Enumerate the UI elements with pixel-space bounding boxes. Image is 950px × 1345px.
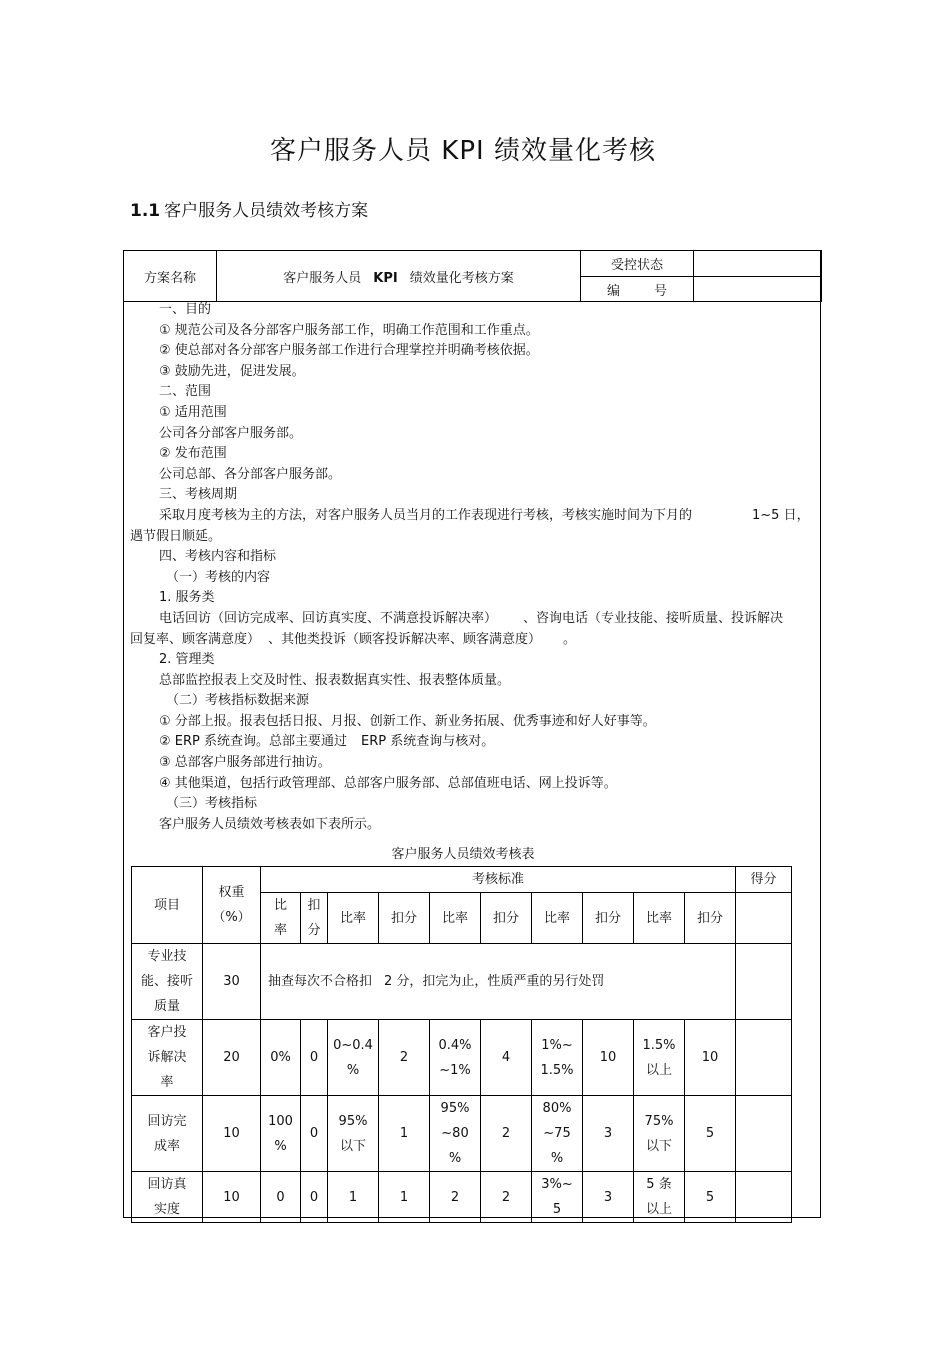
cell	[634, 1020, 685, 1096]
body-line: 总部监控报表上交及时性、报表数据真实性、报表整体质量。	[159, 672, 511, 688]
body-line: 2. 管理类	[159, 652, 215, 668]
number-label	[581, 277, 694, 302]
header-deduct-line: 扣	[307, 898, 321, 913]
plan-header-table	[123, 250, 822, 302]
header-standard: 考核标准	[261, 867, 736, 893]
table-caption: 客户服务人员绩效考核表	[391, 847, 535, 862]
row-item	[132, 1020, 203, 1096]
header-ratio: 比率	[634, 893, 685, 944]
cell: 1	[379, 1172, 430, 1223]
cell-line: %	[274, 1138, 287, 1154]
cell	[532, 1020, 583, 1096]
row-item-line: 回访真	[147, 1177, 187, 1192]
score-cell	[736, 893, 792, 944]
body-line-part: ② ERP 系统查询。总部主要通过	[159, 734, 348, 750]
row-item-line: 客户投	[147, 1025, 187, 1040]
body-line: 二、范围	[159, 384, 212, 400]
cell: 2	[379, 1020, 430, 1096]
body-line: 公司各分部客户服务部。	[159, 425, 303, 441]
row-rule-part: 抽查每次不合格扣	[268, 974, 373, 989]
cell-line: 95%	[440, 1101, 470, 1116]
row-item	[132, 1096, 203, 1172]
cell: 0%	[261, 1020, 301, 1096]
header-deduct: 扣分	[685, 893, 736, 944]
plan-name-value	[217, 251, 581, 302]
score-cell	[736, 1172, 792, 1223]
cell-line: 以下	[645, 1138, 672, 1154]
cell	[634, 1096, 685, 1172]
body-line: ① 规范公司及各分部客户服务部工作，明确工作范围和工作重点。	[159, 322, 539, 338]
row-item-line: 能、接听	[140, 974, 193, 989]
row-weight: 10	[203, 1096, 261, 1172]
cell	[430, 1020, 481, 1096]
body-line	[130, 506, 810, 527]
cell-line: 1.5%	[540, 1062, 574, 1078]
row-item-line: 率	[160, 1075, 174, 1090]
row-item-line: 实度	[153, 1202, 180, 1217]
cell: 0	[301, 1020, 328, 1096]
cell-line: 以上	[645, 1202, 672, 1217]
body-line: 客户服务人员绩效考核表如下表所示。	[159, 816, 381, 832]
row-weight: 30	[203, 944, 261, 1020]
cell: 10	[685, 1020, 736, 1096]
body-line: ① 分部上报。报表包括日报、月报、创新工作、新业务拓展、优秀事迹和好人好事等。	[159, 713, 656, 729]
cell: 4	[481, 1020, 532, 1096]
body-line-part: 。	[563, 631, 577, 647]
score-cell	[736, 944, 792, 1020]
cell-line: ~80	[441, 1126, 469, 1141]
number-value	[694, 277, 822, 302]
cell: 5	[685, 1096, 736, 1172]
cell-line: 100	[268, 1113, 293, 1129]
cell: 2	[430, 1172, 481, 1223]
row-weight: 20	[203, 1020, 261, 1096]
header-deduct: 扣分	[379, 893, 430, 944]
cell	[634, 1172, 685, 1223]
plan-body	[130, 300, 810, 835]
cell-line: 3%~	[541, 1177, 573, 1192]
cell-line: %	[550, 1151, 564, 1166]
header-ratio: 比率	[430, 893, 481, 944]
body-line: ③ 总部客户服务部进行抽访。	[159, 755, 331, 771]
row-item-line: 诉解决	[147, 1050, 187, 1065]
cell-line: 5	[552, 1202, 562, 1217]
row-item-line: 回访完	[147, 1113, 187, 1129]
section-heading	[130, 196, 368, 221]
header-ratio	[261, 893, 301, 944]
page-title: 客户服务人员 KPI 绩效量化考核	[270, 136, 656, 166]
header-score: 得分	[736, 867, 792, 893]
cell: 2	[481, 1172, 532, 1223]
cell: 5	[685, 1172, 736, 1223]
row-rule	[261, 944, 736, 1020]
table-row	[132, 944, 792, 1020]
table-row	[132, 1020, 792, 1096]
body-line: ① 适用范围	[159, 404, 227, 420]
body-line: 一、目的	[159, 302, 212, 317]
cell	[532, 1096, 583, 1172]
body-line: （二）考核指标数据来源	[166, 693, 310, 709]
kpi-table	[131, 866, 792, 1223]
body-line: 遇节假日顺延。	[130, 528, 222, 544]
header-item: 项目	[132, 867, 203, 944]
plan-name-kpi: KPI	[373, 270, 398, 286]
plan-name-label: 方案名称	[124, 251, 217, 302]
body-line-part: ERP 系统查询与核对。	[361, 734, 495, 750]
cell-line: 0.4%	[438, 1037, 472, 1053]
body-line: ② 使总部对各分部客户服务部工作进行合理掌控并明确考核依据。	[159, 343, 539, 359]
body-line: ② 发布范围	[159, 446, 227, 462]
cell-line: %	[346, 1062, 360, 1078]
body-line: 四、考核内容和指标	[159, 549, 277, 565]
body-line-part: 采取月度考核为主的方法，对客户服务人员当月的工作表现进行考核，考核实施时间为下月的	[159, 507, 693, 523]
header-deduct: 扣分	[583, 893, 634, 944]
cell	[261, 1096, 301, 1172]
header-ratio: 比率	[532, 893, 583, 944]
table-row	[132, 1096, 792, 1172]
header-ratio-line: 比	[273, 898, 287, 913]
row-item-line: 质量	[153, 999, 180, 1014]
header-ratio: 比率	[328, 893, 379, 944]
score-cell	[736, 1020, 792, 1096]
cell: 0	[301, 1172, 328, 1223]
row-weight: 10	[203, 1172, 261, 1223]
section-text: 客户服务人员绩效考核方案	[164, 201, 369, 221]
cell-line: 80%	[542, 1101, 572, 1116]
cell-line: 以上	[645, 1062, 672, 1078]
row-item	[132, 944, 203, 1020]
cell	[430, 1096, 481, 1172]
cell	[328, 1020, 379, 1096]
row-item	[132, 1172, 203, 1223]
row-rule-part: 2 分，扣完为止，性质严重的另行处罚	[384, 974, 605, 989]
body-line-part: 、咨询电话（专业技能、接听质量、投诉解决	[523, 610, 784, 626]
body-line: 三、考核周期	[159, 487, 238, 503]
cell-line: 0~0.4	[333, 1037, 373, 1053]
cell: 3	[583, 1096, 634, 1172]
cell-line: ~75	[543, 1126, 571, 1141]
header-weight-line: 权重	[218, 885, 245, 900]
header-weight	[203, 867, 261, 944]
cell: 10	[583, 1020, 634, 1096]
body-line: （三）考核指标	[166, 796, 258, 812]
cell-line: %	[448, 1151, 462, 1166]
body-line-part: 电话回访（回访完成率、回访真实度、不满意投诉解决率）	[159, 610, 498, 626]
body-line: ④ 其他渠道，包括行政管理部、总部客户服务部、总部值班电话、网上投诉等。	[159, 775, 617, 791]
header-ratio-line: 率	[273, 923, 287, 938]
cell-line: ~1%	[439, 1062, 471, 1078]
body-line-part: 、其他类投诉（顾客投诉解决率、顾客满意度）	[268, 631, 542, 647]
header-deduct: 扣分	[481, 893, 532, 944]
header-deduct	[301, 893, 328, 944]
row-item-line: 专业技	[147, 949, 187, 964]
score-cell	[736, 1096, 792, 1172]
cell-line: 以下	[339, 1138, 366, 1154]
body-line	[130, 732, 810, 753]
body-line	[130, 630, 810, 651]
number-label-b: 号	[654, 283, 668, 299]
cell-line: 75%	[644, 1113, 674, 1129]
row-item-line: 成率	[153, 1138, 180, 1154]
cell: 0	[261, 1172, 301, 1223]
section-number: 1.1	[130, 201, 161, 221]
cell: 2	[481, 1096, 532, 1172]
plan-name-suffix: 绩效量化考核方案	[409, 270, 514, 286]
cell: 1	[379, 1096, 430, 1172]
number-label-a: 编	[606, 283, 620, 299]
control-status-value	[694, 251, 822, 277]
table-row	[132, 1172, 792, 1223]
cell	[532, 1172, 583, 1223]
cell-line: 1.5%	[642, 1037, 676, 1053]
body-line: ③ 鼓励先进，促进发展。	[159, 363, 305, 379]
header-weight-line: （%）	[212, 910, 251, 925]
body-line-part: 回复率、顾客满意度）	[130, 631, 261, 647]
cell: 0	[301, 1096, 328, 1172]
body-line	[130, 609, 810, 630]
cell: 1	[328, 1172, 379, 1223]
body-line: 公司总部、各分部客户服务部。	[159, 466, 342, 482]
body-line: 1. 服务类	[159, 590, 215, 606]
cell	[328, 1096, 379, 1172]
body-line: （一）考核的内容	[166, 569, 271, 585]
plan-name-prefix: 客户服务人员	[283, 270, 362, 286]
cell: 3	[583, 1172, 634, 1223]
cell-line: 1%~	[541, 1037, 573, 1053]
control-status-label: 受控状态	[581, 251, 694, 277]
cell-line: 95%	[338, 1113, 368, 1129]
header-deduct-line: 分	[307, 923, 321, 938]
body-line-part: 1~5 日，	[752, 507, 810, 523]
cell-line: 5 条	[646, 1177, 672, 1192]
